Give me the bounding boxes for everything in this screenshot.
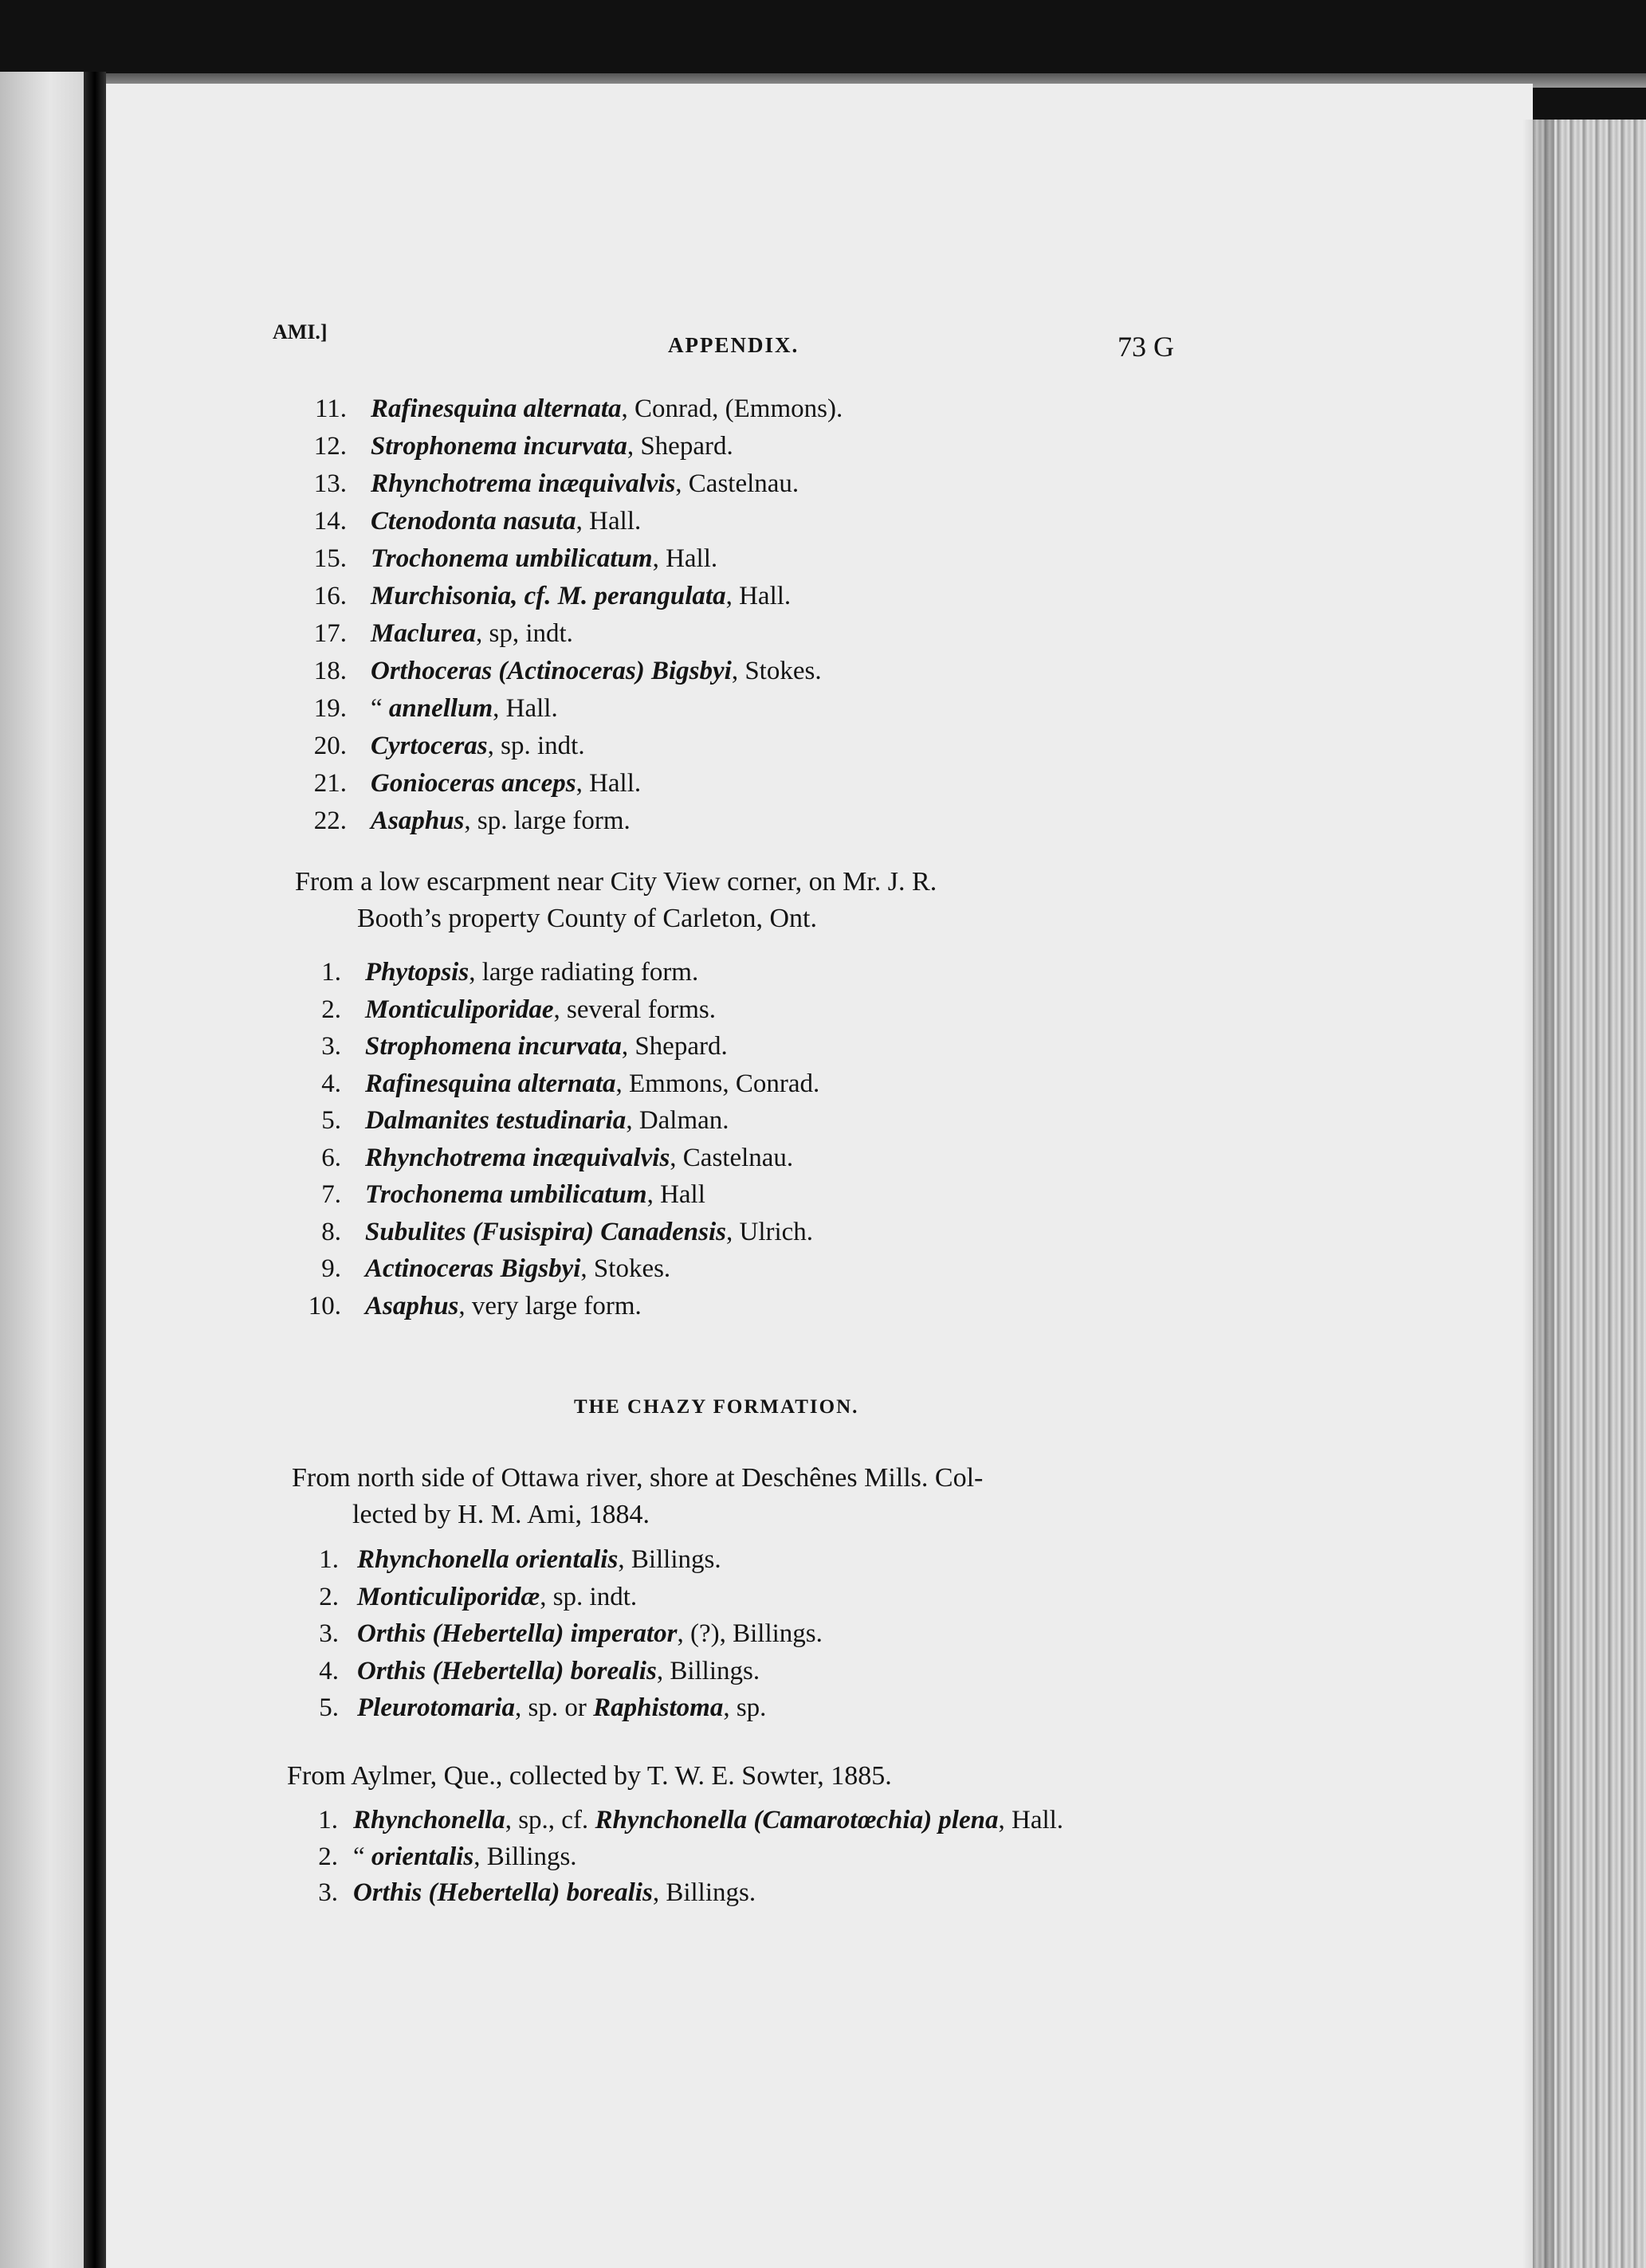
item-detail: , large radiating form. — [469, 958, 699, 987]
item-detail: , Hall — [646, 1180, 705, 1209]
facing-page-edge — [0, 72, 84, 2268]
item-number: 19. — [313, 694, 347, 723]
taxon-name: Asaphus — [371, 806, 465, 835]
taxon-name: Subulites (Fusispira) Canadensis — [365, 1217, 726, 1246]
item-text — [357, 1581, 637, 1613]
taxon-name: Rhynchonella (Camarotœchia) plena — [595, 1806, 999, 1834]
item-text — [365, 1179, 705, 1211]
item-number: 18. — [313, 657, 347, 685]
item-number: 4. — [321, 1069, 341, 1098]
locality-paragraph-1-line-2: Booth’s property County of Carleton, Ont. — [357, 904, 818, 933]
taxon-name: Maclurea — [371, 619, 476, 648]
item-detail: , Dalman. — [626, 1106, 729, 1135]
taxon-name: Ctenodonta nasuta — [371, 507, 576, 536]
taxon-name: Pleurotomaria — [357, 1693, 516, 1722]
item-text — [365, 994, 716, 1026]
item-detail: , sp. indt. — [487, 732, 585, 760]
item-text — [365, 1068, 819, 1100]
item-text — [365, 1030, 728, 1062]
item-detail: , sp. large form. — [464, 806, 631, 835]
item-detail: , Hall. — [652, 544, 718, 573]
item-number: 1. — [319, 1545, 339, 1574]
locality-paragraph-2-line-1: From north side of Ottawa river, shore at Deschênes Mills. Col- — [292, 1463, 984, 1493]
item-detail: , Castelnau. — [675, 469, 799, 498]
item-number: 4. — [319, 1656, 339, 1685]
item-detail: , sp., cf. — [505, 1806, 595, 1834]
item-detail: , several forms. — [553, 995, 716, 1024]
page-number: 73 G — [1118, 331, 1174, 363]
item-detail: , Stokes. — [731, 657, 822, 685]
item-number: 1. — [321, 958, 341, 987]
taxon-name: Orthis (Hebertella) borealis — [357, 1656, 657, 1685]
item-text — [371, 805, 631, 837]
item-number: 12. — [313, 432, 347, 461]
item-number: 11. — [314, 394, 347, 423]
item-detail: , sp. or — [515, 1693, 594, 1722]
item-text — [365, 1216, 813, 1248]
item-text — [371, 468, 799, 500]
taxon-name: Strophonema incurvata — [371, 432, 627, 461]
book-gutter — [84, 72, 106, 2268]
locality-paragraph-1-line-1: From a low escarpment near City View corner, on Mr. J. R. — [295, 867, 937, 897]
item-detail: , Hall. — [576, 507, 642, 536]
item-text — [371, 767, 641, 799]
item-text — [365, 1290, 642, 1322]
item-text — [353, 1804, 1063, 1836]
item-text — [371, 393, 843, 425]
item-number: 2. — [319, 1582, 339, 1611]
item-text — [357, 1618, 823, 1650]
item-number: 1. — [318, 1806, 338, 1834]
taxon-name: Rhynchonella — [353, 1806, 505, 1834]
item-number: 5. — [319, 1693, 339, 1722]
item-detail: , (?), Billings. — [677, 1619, 823, 1648]
item-text — [353, 1877, 756, 1909]
taxon-name: Raphistoma — [593, 1693, 724, 1722]
taxon-name: Orthis (Hebertella) imperator — [357, 1619, 678, 1648]
item-number: 5. — [321, 1106, 341, 1135]
item-text — [365, 1142, 793, 1174]
locality-paragraph-2-line-2: lected by H. M. Ami, 1884. — [352, 1500, 650, 1529]
item-number: 3. — [321, 1032, 341, 1061]
item-detail: , sp, indt. — [476, 619, 573, 648]
item-detail: , Hall. — [493, 694, 558, 723]
item-detail: , Hall. — [576, 769, 642, 798]
item-number: 10. — [308, 1291, 341, 1320]
taxon-name: Asaphus — [365, 1291, 459, 1320]
item-number: 8. — [321, 1217, 341, 1246]
taxon-name: Actinoceras Bigsbyi — [365, 1254, 581, 1283]
item-number: 20. — [313, 732, 347, 760]
item-detail: , Stokes. — [580, 1254, 671, 1283]
item-detail: , sp. indt. — [540, 1582, 638, 1611]
item-detail: , Emmons, Conrad. — [615, 1069, 820, 1098]
item-number: 2. — [318, 1842, 338, 1871]
item-text — [365, 1105, 729, 1136]
taxon-name: Dalmanites testudinaria — [365, 1106, 627, 1135]
item-text — [371, 618, 573, 649]
item-detail: “ — [371, 694, 389, 723]
item-detail: , Billings. — [652, 1878, 756, 1907]
item-number: 17. — [313, 619, 347, 648]
item-number: 3. — [318, 1878, 338, 1907]
item-detail: , Ulrich. — [725, 1217, 814, 1246]
item-detail: , very large form. — [458, 1291, 642, 1320]
item-number: 13. — [313, 469, 347, 498]
taxon-name: Rhynchotrema inæquivalvis — [371, 469, 676, 498]
item-text — [365, 956, 698, 988]
item-detail: , Billings. — [656, 1656, 760, 1685]
item-detail: , Shepard. — [627, 432, 733, 461]
taxon-name: annellum — [388, 694, 493, 723]
item-text — [365, 1253, 670, 1285]
item-text — [353, 1841, 577, 1873]
running-head-title: APPENDIX. — [668, 333, 799, 357]
item-number: 21. — [313, 769, 347, 798]
item-number: 16. — [313, 582, 347, 610]
item-number: 6. — [321, 1143, 341, 1172]
taxon-name: Rafinesquina alternata — [365, 1069, 616, 1098]
item-text — [371, 580, 791, 612]
item-detail: , Hall. — [998, 1806, 1064, 1834]
taxon-name: Trochonema umbilicatum — [365, 1180, 647, 1209]
item-number: 7. — [321, 1180, 341, 1209]
item-detail: , sp. — [723, 1693, 767, 1722]
item-number: 3. — [319, 1619, 339, 1648]
taxon-name: Rhynchotrema inæquivalvis — [365, 1143, 670, 1172]
taxon-name: Murchisonia, cf. M. perangulata — [371, 582, 726, 610]
item-detail: “ — [353, 1842, 371, 1871]
taxon-name: Monticuliporidae — [365, 995, 554, 1024]
item-detail: , Conrad, (Emmons). — [621, 394, 843, 423]
item-text — [371, 430, 733, 462]
item-detail: , Shepard. — [621, 1032, 728, 1061]
item-number: 15. — [313, 544, 347, 573]
taxon-name: Cyrtoceras — [371, 732, 488, 760]
taxon-name: Trochonema umbilicatum — [371, 544, 653, 573]
item-number: 2. — [321, 995, 341, 1024]
taxon-name: orientalis — [371, 1842, 474, 1871]
taxon-name: Phytopsis — [365, 958, 469, 987]
item-number: 22. — [313, 806, 347, 835]
item-text — [371, 730, 585, 762]
item-text — [357, 1655, 760, 1687]
taxon-name: Rafinesquina alternata — [371, 394, 622, 423]
page-edge-shadow — [1522, 120, 1554, 2268]
item-text — [371, 655, 822, 687]
locality-paragraph-3-line-1: From Aylmer, Que., collected by T. W. E. Sowter, 1885. — [287, 1761, 892, 1791]
item-text — [357, 1544, 721, 1575]
taxon-name: Orthis (Hebertella) borealis — [353, 1878, 653, 1907]
item-number: 9. — [321, 1254, 341, 1283]
item-text — [371, 693, 558, 724]
item-text — [371, 543, 717, 575]
item-text — [371, 505, 641, 537]
taxon-name: Monticuliporidæ — [357, 1582, 540, 1611]
item-number: 14. — [313, 507, 347, 536]
running-head-left: AMI.] — [273, 320, 328, 343]
item-detail: , Hall. — [725, 582, 792, 610]
item-detail: , Billings. — [473, 1842, 577, 1871]
taxon-name: Rhynchonella orientalis — [357, 1545, 619, 1574]
taxon-name: Gonioceras anceps — [371, 769, 576, 798]
item-text — [357, 1692, 766, 1724]
taxon-name: Orthoceras (Actinoceras) Bigsbyi — [371, 657, 732, 685]
taxon-name: Strophomena incurvata — [365, 1032, 622, 1061]
section-heading: THE CHAZY FORMATION. — [574, 1396, 859, 1418]
item-detail: , Billings. — [618, 1545, 721, 1574]
item-detail: , Castelnau. — [670, 1143, 794, 1172]
